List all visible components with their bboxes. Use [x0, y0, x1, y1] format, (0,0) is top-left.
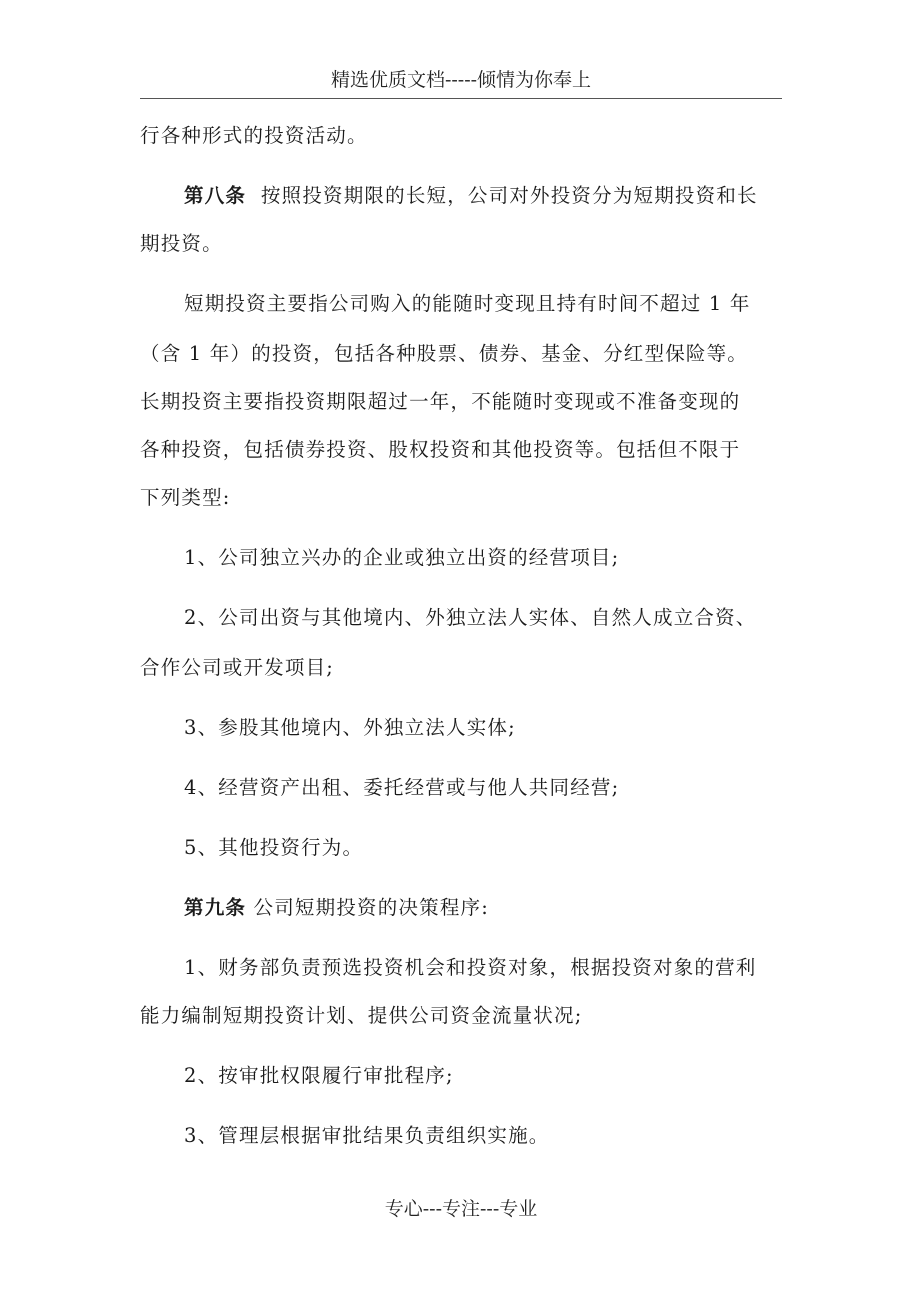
page-header: 精选优质文档-----倾情为你奉上 — [140, 64, 782, 99]
procedure-step-1-line-1: 1、财务部负责预选投资机会和投资对象，根据投资对象的营利 — [184, 956, 757, 979]
long-term-line-1: 长期投资主要指投资期限超过一年，不能随时变现或不准备变现的 — [140, 390, 741, 413]
type-item-1: 1、公司独立兴办的企业或独立出资的经营项目; — [184, 546, 620, 569]
article-9-line — [184, 896, 489, 920]
continuation-line: 行各种形式的投资活动。 — [140, 124, 368, 147]
page-footer: 专心---专注---专业 — [384, 1198, 538, 1220]
type-item-4: 4、经营资产出租、委托经营或与他人共同经营; — [184, 776, 620, 799]
procedure-step-3: 3、管理层根据审批结果负责组织实施。 — [184, 1124, 550, 1147]
article-8-line-1 — [184, 184, 758, 208]
article-8-text: 按照投资期限的长短，公司对外投资分为短期投资和长 — [260, 184, 758, 207]
type-item-2-line-1: 2、公司出资与其他境内、外独立法人实体、自然人成立合资、 — [184, 606, 757, 629]
procedure-step-2: 2、按审批权限履行审批程序; — [184, 1064, 454, 1087]
procedure-step-1-line-2: 能力编制短期投资计划、提供公司资金流量状况; — [140, 1004, 583, 1027]
article-9-label: 第九条 — [184, 896, 247, 919]
article-9-text: 公司短期投资的决策程序: — [253, 896, 489, 919]
article-8-label: 第八条 — [184, 184, 247, 207]
type-item-5: 5、其他投资行为。 — [184, 836, 364, 859]
short-term-line-2: （含 1 年）的投资，包括各种股票、债券、基金、分红型保险等。 — [140, 342, 749, 365]
long-term-line-3: 下列类型: — [140, 486, 231, 509]
type-item-2-line-2: 合作公司或开发项目; — [140, 656, 335, 679]
short-term-line-1: 短期投资主要指公司购入的能随时变现且持有时间不超过 1 年 — [184, 292, 751, 315]
article-8-line-2: 期投资。 — [140, 232, 223, 255]
type-item-3: 3、参股其他境内、外独立法人实体; — [184, 716, 516, 739]
long-term-line-2: 各种投资，包括债券投资、股权投资和其他投资等。包括但不限于 — [140, 438, 741, 461]
